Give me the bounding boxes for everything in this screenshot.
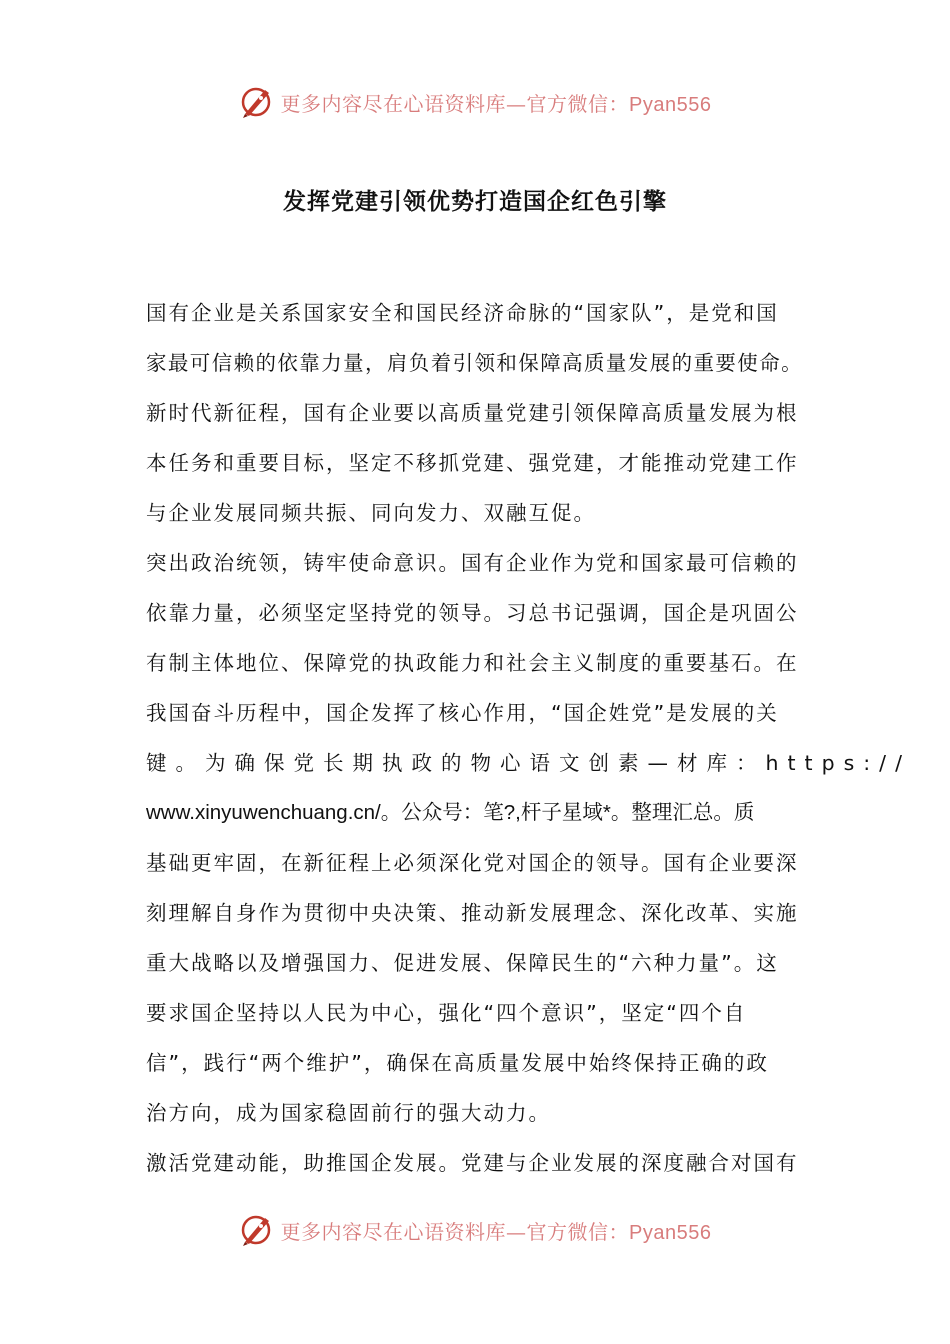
body-line: 键。为确保党长期执政的物心语文创素—材库：https:// (146, 751, 911, 775)
pen-logo-icon (239, 84, 275, 120)
pen-logo-icon (239, 1212, 275, 1248)
footer-banner (0, 1210, 950, 1250)
body-line: 依靠力量，必须坚定坚持党的领导。习总书记强调，国企是巩固公 (146, 601, 799, 625)
body-line: 与企业发展同频共振、同向发力、双融互促。 (146, 501, 596, 525)
body-line: 新时代新征程，国有企业要以高质量党建引领保障高质量发展为根 (146, 401, 799, 425)
body-line: 我国奋斗历程中，国企发挥了核心作用，“国企姓党”是发展的关 (146, 701, 779, 725)
body-line: 突出政治统领，铸牢使命意识。国有企业作为党和国家最可信赖的 (146, 551, 799, 575)
body-line: 信”，践行“两个维护”，确保在高质量发展中始终保持正确的政 (146, 1051, 769, 1075)
body-line: 本任务和重要目标，坚定不移抓党建、强党建，才能推动党建工作 (146, 451, 799, 475)
header-banner-text (281, 88, 712, 117)
body-line: 国有企业是关系国家安全和国民经济命脉的“国家队”，是党和国 (146, 301, 779, 325)
body-line: 治方向，成为国家稳固前行的强大动力。 (146, 1101, 551, 1125)
body-line: 家最可信赖的依靠力量，肩负着引领和保障高质量发展的重要使命。 (146, 351, 803, 375)
document-title: 发挥党建引领优势打造国企红色引擎 (283, 189, 667, 215)
header-banner-label: 更多内容尽在心语资料库—官方微信： (280, 91, 630, 116)
body-line: www.xinyuwenchuang.cn/。公众号：笔?,杆子星域*。整理汇总。质 (146, 801, 755, 824)
body-line: 激活党建动能，助推国企发展。党建与企业发展的深度融合对国有 (146, 1151, 799, 1175)
body-line: 有制主体地位、保障党的执政能力和社会主义制度的重要基石。在 (146, 651, 799, 675)
document-body (146, 295, 911, 1195)
footer-banner-text (281, 1216, 712, 1245)
body-line: 基础更牢固，在新征程上必须深化党对国企的领导。国有企业要深 (146, 851, 799, 875)
body-line: 刻理解自身作为贯彻中央决策、推动新发展理念、深化改革、实施 (146, 901, 799, 925)
footer-banner-label: 更多内容尽在心语资料库—官方微信： (280, 1219, 630, 1244)
body-line: 要求国企坚持以人民为中心，强化“四个意识”，坚定“四个自 (146, 1001, 747, 1025)
header-wechat-id: Pyan556 (629, 93, 712, 116)
body-line: 重大战略以及增强国力、促进发展、保障民生的“六种力量”。这 (146, 951, 779, 975)
header-banner (0, 82, 950, 122)
footer-wechat-id: Pyan556 (629, 1221, 712, 1244)
